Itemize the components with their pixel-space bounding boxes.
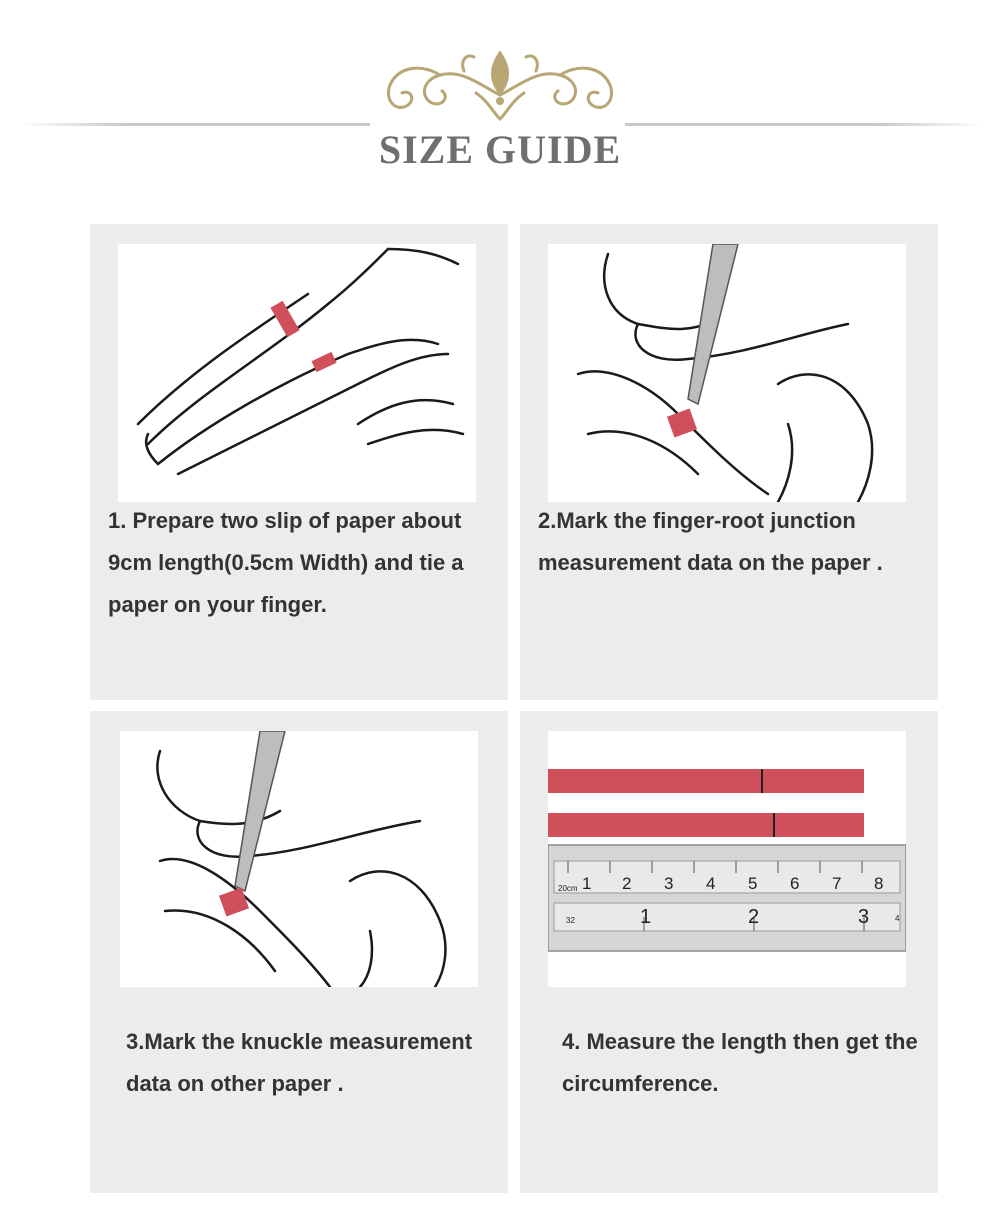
hand-marking-knuckle-icon — [120, 731, 478, 987]
step-2-text: 2.Mark the finger-root junction measurement data on the paper . — [538, 508, 883, 575]
page-title: SIZE GUIDE — [378, 127, 622, 172]
ruler-with-strips-icon — [548, 731, 906, 987]
ruler-inch-label-3: 3 — [858, 906, 870, 928]
ruler-inch-label-4: 4 — [895, 914, 900, 923]
step-panel-4 — [520, 711, 938, 1193]
ruler-label-20cm: 20cm — [558, 884, 578, 893]
ruler-label-3: 3 — [664, 874, 674, 893]
step-3-illustration — [120, 731, 478, 987]
ruler-label-6: 6 — [790, 874, 800, 893]
ruler-label-4: 4 — [706, 874, 716, 893]
ruler-label-8: 8 — [874, 874, 884, 893]
header — [0, 0, 1000, 200]
ruler-label-1: 1 — [582, 874, 592, 893]
paper-strip-1 — [548, 769, 864, 793]
step-panel-3 — [90, 711, 508, 1193]
ruler-label-5: 5 — [748, 874, 758, 893]
step-panel-1 — [90, 224, 508, 700]
flourish-ornament-icon — [380, 45, 620, 125]
step-panel-2 — [520, 224, 938, 700]
step-1-text: 1. Prepare two slip of paper about 9cm length(0.5cm Width) and tie a paper on your finger. — [108, 508, 464, 617]
ruler-label-2: 2 — [622, 874, 632, 893]
step-3-text: 3.Mark the knuckle measurement data on other paper . — [126, 1029, 473, 1096]
ruler-inch-label-1: 1 — [640, 906, 652, 928]
ruler-inch-label-32: 32 — [566, 916, 575, 925]
ruler-inch-label-2: 2 — [748, 906, 760, 928]
ruler-label-7: 7 — [832, 874, 842, 893]
step-2-illustration — [548, 244, 906, 502]
step-4-illustration — [548, 731, 906, 987]
hand-marking-pen-icon — [548, 244, 906, 502]
step-4-text: 4. Measure the length then get the circumference. — [562, 1029, 918, 1096]
step-1-illustration — [118, 244, 476, 502]
paper-strip-2 — [548, 813, 864, 837]
hand-with-paper-strip-icon — [118, 244, 476, 502]
